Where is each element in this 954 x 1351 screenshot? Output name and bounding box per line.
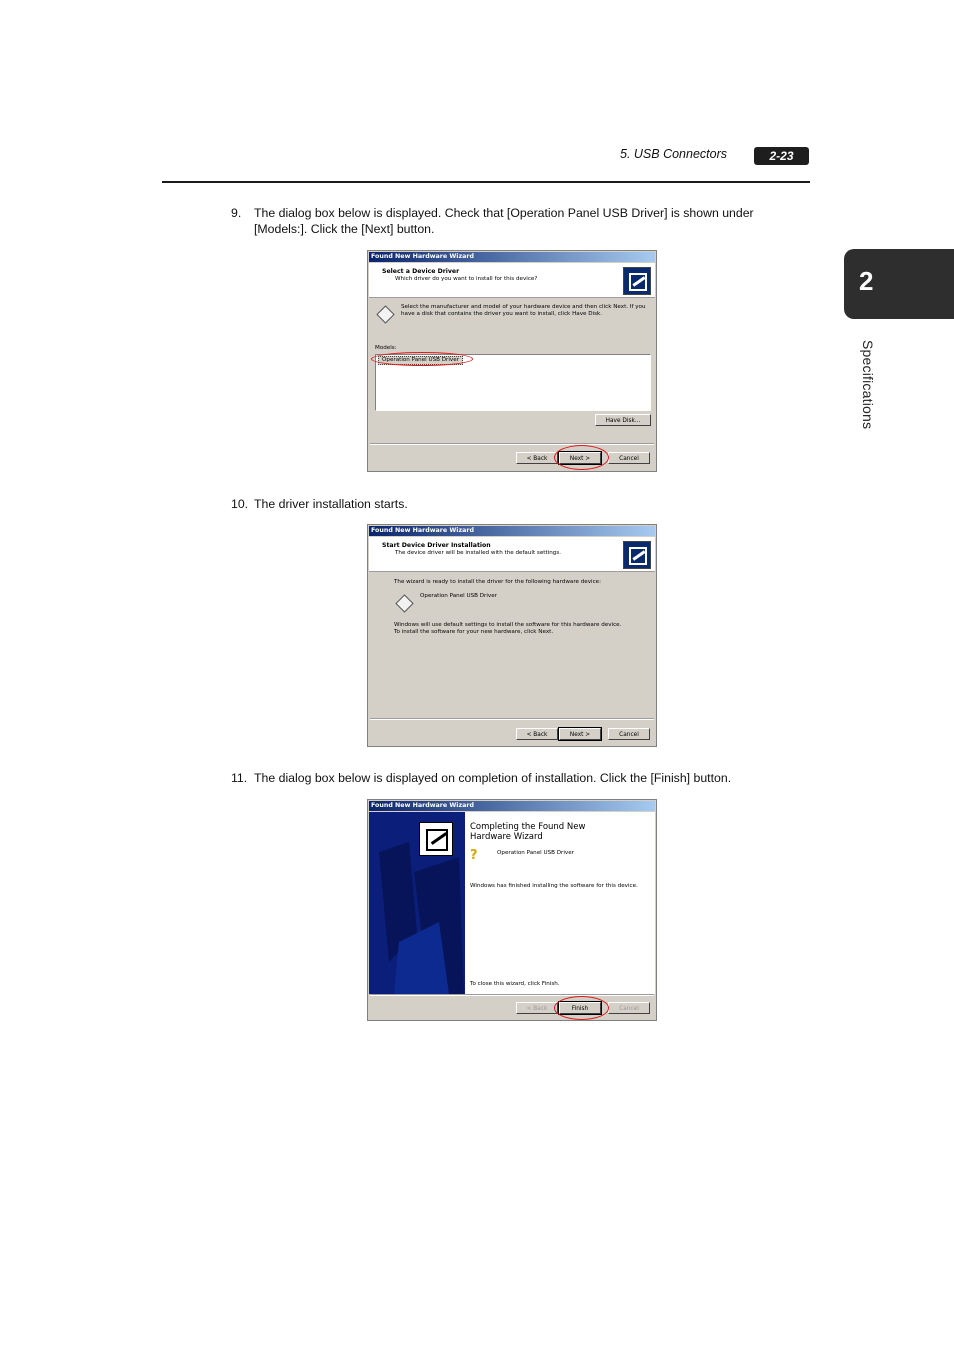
device-name: Operation Panel USB Driver (497, 850, 574, 856)
dialog-header (369, 263, 655, 298)
dialog-header-subtitle: Which driver do you want to install for this device? (395, 276, 538, 282)
step-number: 10. (231, 497, 249, 511)
dialog-separator (370, 994, 654, 996)
dialog-header-title: Select a Device Driver (382, 268, 460, 275)
chapter-number: 2 (859, 266, 874, 296)
device-name: Operation Panel USB Driver (420, 593, 497, 599)
hardware-wizard-icon (623, 267, 651, 295)
back-button[interactable]: < Back (516, 452, 558, 464)
dialog-header-title: Start Device Driver Installation (382, 542, 491, 549)
dialog-separator (370, 718, 654, 720)
cancel-button[interactable]: Cancel (608, 1002, 650, 1014)
dialog-title-bar: Found New Hardware Wizard (369, 252, 655, 262)
finished-text: Windows has finished installing the software for this device. (470, 883, 638, 889)
highlight-oval-models (371, 352, 473, 366)
select-driver-dialog (367, 250, 657, 472)
finish-button[interactable]: Finish (559, 1002, 601, 1014)
ready-text: The wizard is ready to install the driver for the following hardware device: (394, 579, 601, 585)
running-header-section: 5. USB Connectors (620, 147, 727, 161)
back-button[interactable]: < Back (516, 1002, 558, 1014)
back-button[interactable]: < Back (516, 728, 558, 740)
dialog-header-subtitle: The device driver will be installed with the default settings. (395, 550, 562, 556)
step-text: The dialog box below is displayed. Check that [Operation Panel USB Driver] is shown under [Models:]. Click the [Next] button. (254, 206, 754, 236)
next-button[interactable]: Next > (559, 452, 601, 464)
completing-wizard-dialog (367, 799, 657, 1021)
close-hint: To close this wizard, click Finish. (470, 981, 560, 987)
highlight-oval-next (554, 445, 609, 470)
dialog-header (369, 537, 655, 572)
chapter-tab (844, 249, 954, 319)
dialog-title-bar: Found New Hardware Wizard (369, 526, 655, 536)
chapter-label: Specifications (860, 340, 876, 430)
start-installation-dialog (367, 524, 657, 747)
page-number-badge: 2-23 (754, 147, 809, 165)
model-item-operation-panel[interactable]: Operation Panel USB Driver (378, 356, 463, 365)
hardware-device-icon (395, 594, 413, 612)
cancel-button[interactable]: Cancel (608, 728, 650, 740)
highlight-oval-finish (554, 996, 609, 1020)
step-text: The driver installation starts. (254, 497, 408, 511)
have-disk-button[interactable]: Have Disk... (595, 414, 651, 426)
cancel-button[interactable]: Cancel (608, 452, 650, 464)
hardware-wizard-icon (419, 822, 453, 856)
driver-instruction: Select the manufacturer and model of your hardware device and then click Next. If you have a disk that contains the driver you want to install, click Have Disk. (401, 304, 646, 317)
install-note: Windows will use default settings to install the software for this hardware device. To install the software for your new hardware, click Next. (394, 622, 622, 635)
step-number: 9. (231, 206, 242, 220)
dialog-title-bar: Found New Hardware Wizard (369, 801, 655, 811)
step-number: 11. (231, 771, 248, 785)
step-text: The dialog box below is displayed on completion of installation. Click the [Finish] button. (254, 771, 732, 785)
wizard-content (465, 812, 655, 994)
hardware-device-icon (376, 305, 394, 323)
models-label: Models: (375, 345, 397, 351)
hardware-wizard-icon (623, 541, 651, 569)
wizard-banner (369, 812, 465, 994)
header-rule (162, 181, 810, 183)
completion-heading: Completing the Found New Hardware Wizard (470, 822, 586, 842)
dialog-separator (370, 443, 654, 445)
question-hardware-icon: ? (470, 848, 478, 863)
next-button[interactable]: Next > (559, 728, 601, 740)
